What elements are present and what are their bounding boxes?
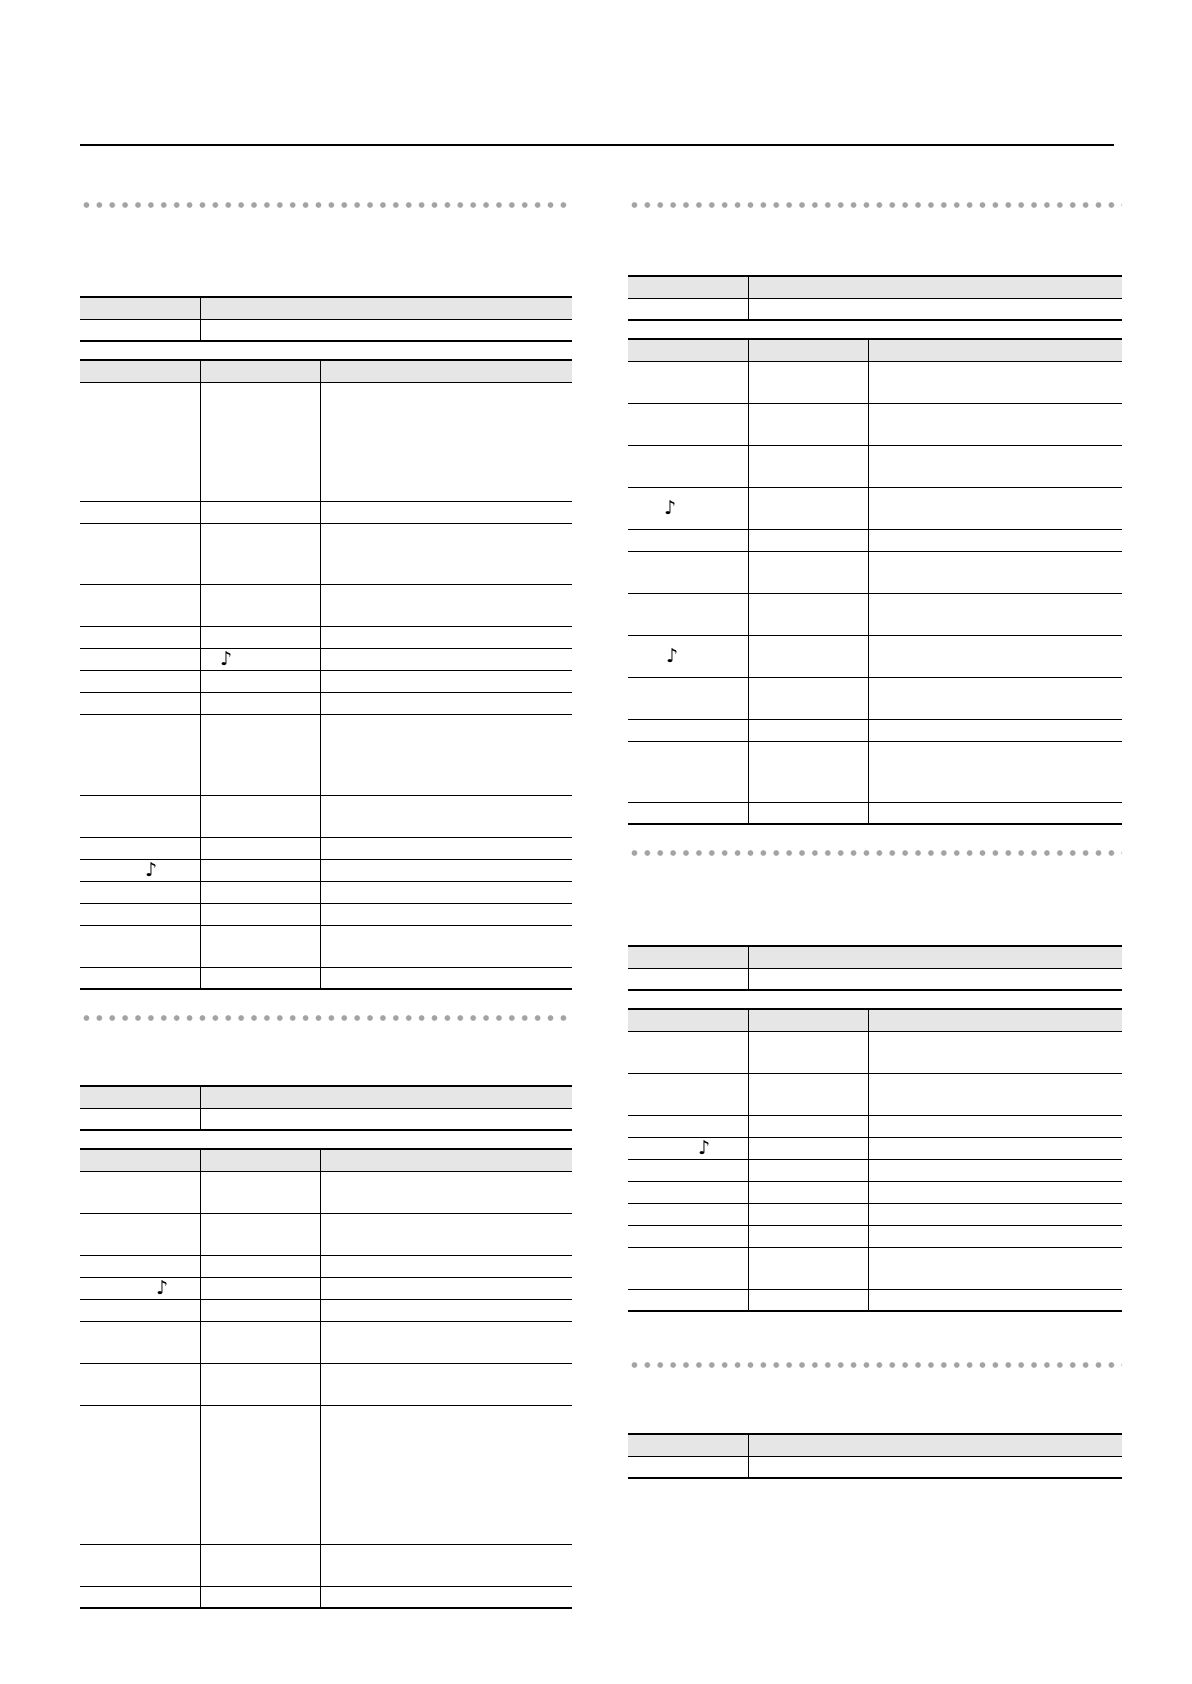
eighth-note-icon: ♪ bbox=[156, 1276, 169, 1299]
param-cell bbox=[80, 925, 200, 967]
explanation-cell bbox=[320, 1255, 572, 1277]
value-cell bbox=[200, 967, 320, 989]
param-cell bbox=[628, 946, 748, 968]
summary-table bbox=[80, 296, 572, 342]
table-row bbox=[628, 1247, 1122, 1289]
explanation-cell bbox=[320, 670, 572, 692]
value-cell bbox=[748, 1456, 1122, 1478]
param-cell bbox=[628, 1456, 748, 1478]
table-row bbox=[80, 648, 572, 670]
table-header-row bbox=[628, 276, 1122, 298]
value-cell bbox=[748, 635, 868, 677]
table-row bbox=[80, 382, 572, 501]
table-row bbox=[628, 741, 1122, 802]
param-cell bbox=[628, 1115, 748, 1137]
param-cell bbox=[628, 802, 748, 824]
table-header-row bbox=[628, 1009, 1122, 1031]
dotted-divider bbox=[628, 201, 1122, 209]
explanation-cell bbox=[320, 859, 572, 881]
param-cell bbox=[80, 626, 200, 648]
param-cell bbox=[628, 339, 748, 361]
param-cell bbox=[628, 403, 748, 445]
eighth-note-icon: ♪ bbox=[220, 647, 233, 670]
param-cell bbox=[80, 1213, 200, 1255]
table-row bbox=[628, 551, 1122, 593]
table-header-row bbox=[80, 360, 572, 382]
explanation-cell bbox=[320, 1586, 572, 1608]
value-cell bbox=[748, 1031, 868, 1073]
table-row bbox=[80, 714, 572, 795]
param-cell bbox=[628, 968, 748, 990]
explanation-cell bbox=[320, 1405, 572, 1544]
table-row bbox=[80, 626, 572, 648]
table-row bbox=[80, 1544, 572, 1586]
explanation-cell bbox=[320, 692, 572, 714]
value-cell bbox=[200, 670, 320, 692]
value-cell bbox=[748, 1073, 868, 1115]
dotted-divider bbox=[628, 849, 1122, 857]
param-cell bbox=[80, 795, 200, 837]
explanation-cell bbox=[868, 802, 1122, 824]
explanation-cell bbox=[868, 445, 1122, 487]
explanation-cell bbox=[868, 677, 1122, 719]
table-row bbox=[80, 881, 572, 903]
param-cell bbox=[80, 670, 200, 692]
explanation-cell bbox=[868, 593, 1122, 635]
table-row bbox=[628, 593, 1122, 635]
param-cell bbox=[80, 903, 200, 925]
value-cell bbox=[748, 741, 868, 802]
value-cell bbox=[748, 677, 868, 719]
param-cell bbox=[80, 714, 200, 795]
value-cell bbox=[748, 1289, 868, 1311]
explanation-cell bbox=[868, 1073, 1122, 1115]
table-row bbox=[80, 1321, 572, 1363]
value-cell bbox=[200, 903, 320, 925]
explanation-cell bbox=[320, 648, 572, 670]
table-row bbox=[628, 403, 1122, 445]
table-row bbox=[628, 1203, 1122, 1225]
value-cell bbox=[200, 925, 320, 967]
param-cell bbox=[80, 1544, 200, 1586]
param-cell bbox=[628, 1247, 748, 1289]
value-cell bbox=[748, 361, 868, 403]
value-cell bbox=[748, 1115, 868, 1137]
explanation-cell bbox=[868, 487, 1122, 529]
value-cell bbox=[748, 1009, 868, 1031]
table-header-row bbox=[628, 1434, 1122, 1456]
value-cell bbox=[200, 1277, 320, 1299]
value-cell bbox=[748, 529, 868, 551]
summary-table bbox=[628, 1433, 1122, 1479]
param-cell bbox=[628, 593, 748, 635]
explanation-cell bbox=[868, 1159, 1122, 1181]
value-cell bbox=[200, 1544, 320, 1586]
table-row bbox=[628, 968, 1122, 990]
table-row bbox=[80, 1405, 572, 1544]
table-row bbox=[80, 692, 572, 714]
table-row bbox=[628, 635, 1122, 677]
param-cell bbox=[628, 1225, 748, 1247]
table-row bbox=[628, 487, 1122, 529]
value-cell bbox=[200, 1363, 320, 1405]
explanation-cell bbox=[868, 361, 1122, 403]
table-header-row bbox=[80, 1149, 572, 1171]
param-cell bbox=[628, 551, 748, 593]
value-cell bbox=[200, 859, 320, 881]
dotted-divider bbox=[80, 201, 572, 209]
param-cell bbox=[628, 445, 748, 487]
param-cell bbox=[80, 1363, 200, 1405]
table-row bbox=[80, 837, 572, 859]
explanation-cell bbox=[868, 635, 1122, 677]
explanation-cell bbox=[320, 881, 572, 903]
table-row bbox=[80, 670, 572, 692]
value-cell bbox=[200, 714, 320, 795]
value-cell bbox=[200, 501, 320, 523]
param-cell bbox=[80, 501, 200, 523]
explanation-cell bbox=[868, 1009, 1122, 1031]
explanation-cell bbox=[868, 719, 1122, 741]
value-cell bbox=[748, 968, 1122, 990]
eighth-note-icon: ♪ bbox=[666, 644, 679, 667]
table-header-row bbox=[80, 1086, 572, 1108]
table-row bbox=[628, 677, 1122, 719]
explanation-cell bbox=[320, 1213, 572, 1255]
table-row bbox=[628, 1225, 1122, 1247]
table-header-row bbox=[628, 946, 1122, 968]
param-cell bbox=[80, 692, 200, 714]
explanation-cell bbox=[868, 1115, 1122, 1137]
param-cell bbox=[80, 1277, 200, 1299]
param-cell bbox=[628, 1159, 748, 1181]
param-cell bbox=[628, 529, 748, 551]
value-cell bbox=[748, 1225, 868, 1247]
value-cell bbox=[200, 319, 572, 341]
value-cell bbox=[200, 626, 320, 648]
eighth-note-icon: ♪ bbox=[145, 858, 158, 881]
param-cell bbox=[628, 677, 748, 719]
value-cell bbox=[200, 1586, 320, 1608]
value-cell bbox=[748, 487, 868, 529]
explanation-cell bbox=[320, 1321, 572, 1363]
explanation-cell bbox=[868, 1289, 1122, 1311]
table-row bbox=[80, 1586, 572, 1608]
explanation-cell bbox=[320, 795, 572, 837]
value-cell bbox=[200, 1171, 320, 1213]
param-cell bbox=[80, 1299, 200, 1321]
param-cell bbox=[628, 719, 748, 741]
param-cell bbox=[80, 1321, 200, 1363]
table-row bbox=[628, 1031, 1122, 1073]
value-cell bbox=[748, 551, 868, 593]
value-cell bbox=[200, 648, 320, 670]
table-row bbox=[628, 361, 1122, 403]
explanation-cell bbox=[320, 501, 572, 523]
explanation-cell bbox=[320, 837, 572, 859]
value-cell bbox=[748, 1247, 868, 1289]
explanation-cell bbox=[868, 741, 1122, 802]
param-cell bbox=[80, 297, 200, 319]
explanation-cell bbox=[320, 382, 572, 501]
parameter-table bbox=[80, 359, 572, 990]
table-row bbox=[80, 1255, 572, 1277]
param-cell bbox=[628, 276, 748, 298]
explanation-cell bbox=[320, 584, 572, 626]
summary-table bbox=[628, 945, 1122, 991]
table-row bbox=[628, 1137, 1122, 1159]
table-header-row bbox=[628, 339, 1122, 361]
table-row bbox=[80, 859, 572, 881]
value-cell bbox=[200, 1405, 320, 1544]
param-cell bbox=[80, 1086, 200, 1108]
explanation-cell bbox=[868, 529, 1122, 551]
explanation-cell bbox=[320, 1363, 572, 1405]
value-cell bbox=[200, 1149, 320, 1171]
table-row bbox=[628, 1073, 1122, 1115]
param-cell bbox=[80, 1149, 200, 1171]
dotted-divider bbox=[80, 1014, 572, 1022]
explanation-cell bbox=[320, 523, 572, 584]
table-row bbox=[628, 1289, 1122, 1311]
table-row bbox=[80, 795, 572, 837]
value-cell bbox=[200, 297, 572, 319]
table-row bbox=[628, 1159, 1122, 1181]
param-cell bbox=[80, 584, 200, 626]
explanation-cell bbox=[868, 1031, 1122, 1073]
value-cell bbox=[748, 1137, 868, 1159]
param-cell bbox=[628, 1203, 748, 1225]
explanation-cell bbox=[320, 714, 572, 795]
value-cell bbox=[748, 1203, 868, 1225]
param-cell bbox=[628, 1434, 748, 1456]
table-row bbox=[80, 1363, 572, 1405]
param-cell bbox=[80, 1255, 200, 1277]
param-cell bbox=[628, 487, 748, 529]
param-cell bbox=[80, 1586, 200, 1608]
param-cell bbox=[80, 1108, 200, 1130]
parameter-table bbox=[80, 1148, 572, 1609]
parameter-table bbox=[628, 338, 1122, 825]
value-cell bbox=[748, 946, 1122, 968]
param-cell bbox=[80, 523, 200, 584]
explanation-cell bbox=[320, 925, 572, 967]
explanation-cell bbox=[868, 1225, 1122, 1247]
explanation-cell bbox=[868, 1247, 1122, 1289]
table-row bbox=[80, 319, 572, 341]
table-row bbox=[628, 529, 1122, 551]
value-cell bbox=[200, 837, 320, 859]
value-cell bbox=[200, 360, 320, 382]
table-row bbox=[80, 925, 572, 967]
explanation-cell bbox=[868, 339, 1122, 361]
explanation-cell bbox=[320, 967, 572, 989]
param-cell bbox=[80, 647, 233, 670]
explanation-cell bbox=[320, 903, 572, 925]
table-row bbox=[80, 501, 572, 523]
table-row bbox=[80, 1171, 572, 1213]
param-cell bbox=[80, 319, 200, 341]
value-cell bbox=[200, 1321, 320, 1363]
explanation-cell bbox=[320, 1299, 572, 1321]
table-row bbox=[80, 1277, 572, 1299]
value-cell bbox=[200, 523, 320, 584]
value-cell bbox=[748, 445, 868, 487]
summary-table bbox=[80, 1085, 572, 1131]
explanation-cell bbox=[320, 626, 572, 648]
table-row bbox=[628, 802, 1122, 824]
eighth-note-icon: ♪ bbox=[698, 1136, 711, 1159]
param-cell bbox=[80, 360, 200, 382]
eighth-note-icon: ♪ bbox=[664, 496, 677, 519]
param-cell bbox=[80, 837, 200, 859]
table-row bbox=[80, 1213, 572, 1255]
value-cell bbox=[200, 1213, 320, 1255]
dotted-divider bbox=[628, 1361, 1122, 1369]
value-cell bbox=[748, 719, 868, 741]
explanation-cell bbox=[868, 1137, 1122, 1159]
param-cell bbox=[628, 635, 748, 677]
header-rule bbox=[80, 144, 1114, 146]
value-cell bbox=[200, 795, 320, 837]
param-cell bbox=[628, 1031, 748, 1073]
value-cell bbox=[200, 1108, 572, 1130]
param-cell bbox=[80, 1171, 200, 1213]
param-cell bbox=[80, 881, 200, 903]
param-cell bbox=[628, 741, 748, 802]
explanation-cell bbox=[320, 360, 572, 382]
param-cell bbox=[628, 1137, 748, 1159]
value-cell bbox=[748, 593, 868, 635]
value-cell bbox=[748, 802, 868, 824]
param-cell bbox=[628, 1009, 748, 1031]
param-cell bbox=[628, 1073, 748, 1115]
explanation-cell bbox=[868, 1203, 1122, 1225]
value-cell bbox=[200, 1086, 572, 1108]
value-cell bbox=[748, 1181, 868, 1203]
value-cell bbox=[200, 1255, 320, 1277]
value-cell bbox=[200, 881, 320, 903]
parameter-table bbox=[628, 1008, 1122, 1312]
explanation-cell bbox=[868, 551, 1122, 593]
table-row bbox=[80, 1299, 572, 1321]
explanation-cell bbox=[868, 403, 1122, 445]
value-cell bbox=[748, 276, 1122, 298]
param-cell bbox=[80, 859, 200, 881]
table-row bbox=[80, 1108, 572, 1130]
param-cell bbox=[628, 1181, 748, 1203]
param-cell bbox=[628, 298, 748, 320]
table-row bbox=[628, 1456, 1122, 1478]
param-cell bbox=[80, 967, 200, 989]
table-row bbox=[80, 903, 572, 925]
explanation-cell bbox=[320, 1171, 572, 1213]
summary-table bbox=[628, 275, 1122, 321]
param-cell bbox=[80, 382, 200, 501]
value-cell bbox=[200, 584, 320, 626]
explanation-cell bbox=[320, 1277, 572, 1299]
table-row bbox=[628, 719, 1122, 741]
table-row bbox=[80, 523, 572, 584]
table-row bbox=[80, 967, 572, 989]
value-cell bbox=[748, 1159, 868, 1181]
value-cell bbox=[200, 692, 320, 714]
value-cell bbox=[748, 339, 868, 361]
value-cell bbox=[748, 298, 1122, 320]
value-cell bbox=[200, 1299, 320, 1321]
explanation-cell bbox=[868, 1181, 1122, 1203]
table-row bbox=[628, 1115, 1122, 1137]
table-row bbox=[628, 1181, 1122, 1203]
value-cell bbox=[748, 1434, 1122, 1456]
explanation-cell bbox=[320, 1544, 572, 1586]
table-row bbox=[628, 445, 1122, 487]
table-row bbox=[628, 298, 1122, 320]
value-cell bbox=[200, 382, 320, 501]
table-header-row bbox=[80, 297, 572, 319]
table-row bbox=[80, 584, 572, 626]
explanation-cell bbox=[320, 1149, 572, 1171]
param-cell bbox=[628, 361, 748, 403]
param-cell bbox=[628, 1289, 748, 1311]
value-cell bbox=[748, 403, 868, 445]
param-cell bbox=[80, 1405, 200, 1544]
